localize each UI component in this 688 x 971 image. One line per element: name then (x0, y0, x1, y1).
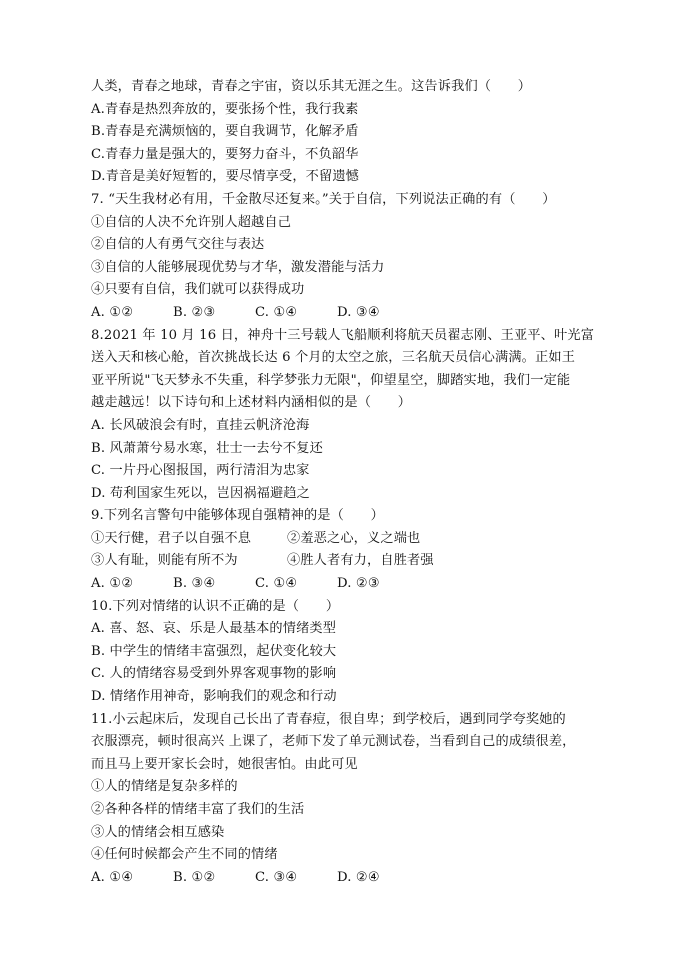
q11-choice-a: A. ①④ (91, 869, 134, 885)
q9-item-1: ①天行健，君子以自强不息 (91, 530, 252, 546)
q9-items-row-2 (91, 550, 611, 573)
q8-option-a: A. 长风破浪会有时，直挂云帆济沧海 (91, 417, 310, 433)
exam-page (91, 76, 611, 889)
q8-option-c: C. 一片丹心图报国，两行清泪为忠家 (91, 463, 310, 479)
q10-option-d: D. 情绪作用神奇，影响我们的观念和行动 (91, 689, 337, 705)
q7-choice-b: B. ②③ (173, 304, 216, 320)
q10-option-c: C. 人的情绪容易受到外界客观事物的影响 (91, 666, 337, 682)
q11-item-2: ②各种各样的情绪丰富了我们的生活 (91, 802, 305, 817)
option-b: B.青春是充满烦恼的，要自我调节，化解矛盾 (91, 124, 359, 140)
q11-item-4: ④任何时候都会产生不同的情绪 (91, 847, 278, 863)
q7-item-4: ④只要有自信，我们就可以获得成功 (91, 282, 305, 298)
q10-option-a: A. 喜、怒、哀、乐是人最基本的情绪类型 (91, 621, 337, 637)
q7-item-2: ②自信的人有勇气交往与表达 (91, 237, 265, 253)
q9-choice-a: A. ①② (91, 576, 134, 592)
question-11-stem-line-2: 衣服漂亮，顿时很高兴 上课了，老师下发了单元测试卷，当看到自己的成绩很差， (91, 734, 576, 750)
q11-item-1: ①人的情绪是复杂多样的 (91, 779, 238, 795)
q7-choices (91, 302, 611, 325)
q11-choice-b: B. ①② (173, 869, 216, 885)
q8-option-b: B. 风萧萧兮易水寒，壮士一去兮不复还 (91, 440, 323, 456)
question-stem-continuation: 人类，青春之地球，青春之宇宙，资以乐其无涯之生。这告诉我们（ ） (91, 79, 532, 94)
q7-choice-c: C. ①④ (255, 304, 298, 320)
q9-choice-c: C. ①④ (255, 576, 298, 592)
q11-choice-d: D. ②④ (337, 869, 380, 885)
option-d: D.青音是美好短暂的，要尽情享受，不留遗憾 (91, 169, 360, 185)
q9-item-4: ④胜人者有力，自胜者强 (287, 553, 434, 569)
q7-choice-d: D. ③④ (337, 304, 380, 320)
q11-choices (91, 867, 611, 890)
question-8-stem-line-4: 越走越远！以下诗句和上述材料内涵相似的是（ ） (91, 395, 412, 411)
q9-item-2: ②羞恶之心，义之端也 (287, 530, 421, 546)
option-c: C.青春力量是强大的，要努力奋斗，不负韶华 (91, 146, 359, 162)
q10-option-b: B. 中学生的情绪丰富强烈，起伏变化较大 (91, 643, 337, 659)
question-8-stem-line-2: 送入天和核心舱，首次挑战长达 6 个月的太空之旅，三名航天员信心满满。正如王 (91, 350, 576, 366)
q11-item-3: ③人的情绪会相互感染 (91, 824, 225, 840)
q11-choice-c: C. ③④ (255, 869, 298, 885)
q7-item-1: ①自信的人决不允许别人超越自己 (91, 214, 292, 230)
q9-choices (91, 573, 611, 596)
option-a: A.青春是热烈奔放的，要张扬个性，我行我素 (91, 101, 359, 117)
question-8-stem-line-3: 亚平所说"飞天梦永不失重，科学梦张力无限"，仰望星空，脚踏实地，我们一定能 (91, 372, 571, 388)
q7-item-3: ③自信的人能够展现优势与才华，激发潜能与活力 (91, 259, 385, 275)
question-10-stem: 10.下列对情绪的认识不正确的是（ ） (91, 598, 340, 614)
question-11-stem-line-1: 11.小云起床后，发现自己长出了青春痘，很自卑；到学校后，遇到同学夸奖她的 (91, 711, 566, 727)
q9-item-3: ③人有耻，则能有所不为 (91, 553, 238, 569)
question-8-stem-line-1: 8.2021 年 10 月 16 日，神舟十三号载人飞船顺利将航天员翟志刚、王亚平、叶光富 (91, 327, 595, 343)
q9-choice-b: B. ③④ (173, 576, 216, 592)
q8-option-d: D. 苟利国家生死以，岂因祸福避趋之 (91, 485, 310, 501)
q9-items-row-1 (91, 528, 611, 551)
question-9-stem: 9.下列名言警句中能够体现自强精神的是（ ） (91, 508, 384, 524)
q7-choice-a: A. ①② (91, 304, 134, 320)
q9-choice-d: D. ②③ (337, 576, 380, 592)
question-11-stem-line-3: 而且马上要开家长会时，她很害怕。由此可见 (91, 756, 358, 772)
question-7-stem: 7. “天生我材必有用，千金散尽还复来。”关于自信，下列说法正确的有（ ） (91, 191, 556, 207)
